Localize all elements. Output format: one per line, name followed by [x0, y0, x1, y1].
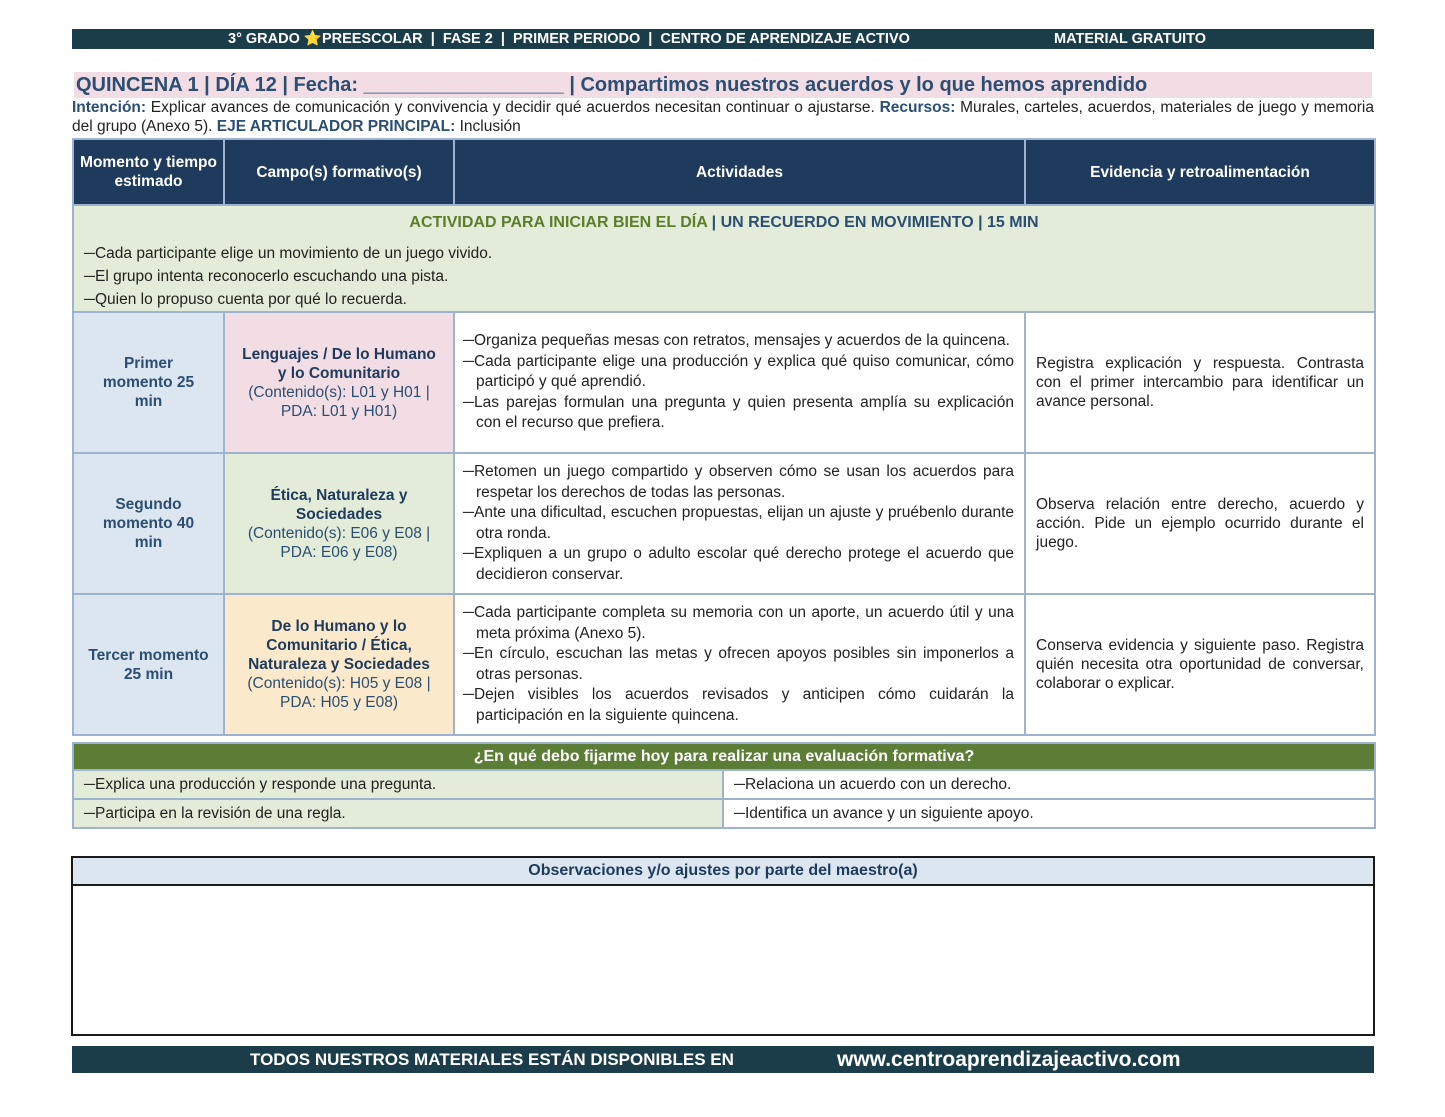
- evaluation-item: ─Identifica un avance y un siguiente apoyo.: [723, 799, 1375, 828]
- table-header-row: [73, 139, 1375, 205]
- activity-item: ─Cada participante elige una producción y explica qué quiso comunicar, cómo participó y qué aprendió.: [463, 352, 1014, 391]
- evaluation-item: ─Participa en la revisión de una regla.: [73, 799, 723, 828]
- warmup-line: ─El grupo intenta reconocerlo escuchando una pista.: [84, 268, 449, 285]
- resources-text: Murales, carteles, acuerdos, materiales de juego y memoria del grupo (Anexo 5).: [72, 99, 1374, 135]
- observations-writing-area[interactable]: [73, 886, 1373, 1034]
- activities-cell: [454, 594, 1025, 735]
- activity-item: ─Organiza pequeñas mesas con retratos, mensajes y acuerdos de la quincena.: [463, 332, 1010, 350]
- moment-cell: Tercer momento 25 min: [73, 594, 224, 735]
- warmup-line: ─Quien lo propuso cuenta por qué lo recuerda.: [84, 291, 407, 308]
- evaluation-item: ─Relaciona un acuerdo con un derecho.: [723, 770, 1375, 799]
- table-row-second-moment: [73, 453, 1375, 594]
- activities-cell: [454, 312, 1025, 453]
- warmup-title: [84, 214, 1364, 232]
- campo-contenido: (Contenido(s): H05 y E08 | PDA: H05 y E08): [247, 675, 431, 711]
- warmup-line: ─Cada participante elige un movimiento de un juego vivido.: [84, 245, 493, 262]
- activity-item: ─Las parejas formulan una pregunta y quien presenta amplía su explicación con el recurso que prefiera.: [463, 393, 1014, 432]
- observations-box: [71, 856, 1375, 1036]
- activity-item: ─Ante una dificultad, escuchen propuestas, elijan un ajuste y pruébenlo durante otra ronda.: [463, 504, 1014, 542]
- evaluation-item: ─Explica una producción y responde una pregunta.: [73, 770, 723, 799]
- activity-item: ─Dejen visibles los acuerdos revisados y anticipen cómo cuidarán la participación en la siguiente quincena.: [463, 686, 1014, 724]
- table-row-third-moment: [73, 594, 1375, 735]
- campo-cell: [224, 312, 454, 453]
- warmup-cell: [73, 205, 1375, 312]
- activity-item: ─Expliquen a un grupo o adulto escolar qué derecho protege el acuerdo que decidieron conservar.: [463, 545, 1014, 583]
- observations-title: Observaciones y/o ajustes por parte del maestro(a): [73, 858, 1373, 886]
- header-evidence: Evidencia y retroalimentación: [1025, 139, 1375, 205]
- campo-name: Ética, Naturaleza y Sociedades: [270, 486, 408, 523]
- evaluation-row: [73, 799, 1375, 828]
- activities-cell: [454, 453, 1025, 594]
- campo-contenido: (Contenido(s): L01 y H01 | PDA: L01 y H01): [248, 383, 430, 420]
- intent-paragraph: [72, 98, 1374, 136]
- table-row-first-moment: [73, 312, 1375, 453]
- intent-text: Explicar avances de comunicación y convivencia y decidir qué acuerdos necesitan continuar o ajustarse.: [150, 99, 875, 116]
- header-campo: Campo(s) formativo(s): [224, 139, 454, 205]
- activity-item: ─Retomen un juego compartido y observen cómo se usan los acuerdos para respetar los derechos de todas las personas.: [463, 463, 1014, 501]
- axis-label: EJE ARTICULADOR PRINCIPAL:: [216, 118, 456, 135]
- evidence-cell: Conserva evidencia y siguiente paso. Registra quién necesita otra oportunidad de conversar, colaborar o explicar.: [1025, 594, 1375, 735]
- evaluation-title: ¿En qué debo fijarme hoy para realizar una evaluación formativa?: [73, 743, 1375, 770]
- axis-text: Inclusión: [459, 118, 521, 135]
- moment-cell: Primer momento 25 min: [73, 312, 224, 453]
- evidence-cell: Registra explicación y respuesta. Contrasta con el primer intercambio para identificar un avance personal.: [1025, 312, 1375, 453]
- top-banner: [72, 29, 1374, 49]
- banner-grade-info: 3° GRADO ⭐PREESCOLAR | FASE 2 | PRIMER PERIODO | CENTRO DE APRENDIZAJE ACTIVO: [228, 31, 910, 47]
- moment-cell: Segundo momento 40 min: [73, 453, 224, 594]
- header-moment: Momento y tiempo estimado: [73, 139, 224, 205]
- activity-item: ─En círculo, escuchan las metas y ofrecen apoyos posibles sin imponerlos a otras personas.: [463, 645, 1014, 683]
- footer-url-link[interactable]: www.centroaprendizajeactivo.com: [837, 1048, 1181, 1071]
- campo-name: De lo Humano y lo Comunitario / Ética, Naturaleza y Sociedades: [248, 618, 430, 673]
- footer-banner: [72, 1046, 1374, 1073]
- evaluation-table: [72, 742, 1376, 829]
- banner-free-material: MATERIAL GRATUITO: [1054, 31, 1206, 47]
- campo-cell: [224, 594, 454, 735]
- planning-table: [72, 138, 1376, 736]
- resources-label: Recursos:: [879, 99, 956, 116]
- campo-name: Lenguajes / De lo Humano y lo Comunitario: [242, 345, 436, 382]
- footer-text: TODOS NUESTROS MATERIALES ESTÁN DISPONIBLES EN: [250, 1050, 734, 1069]
- header-activities: Actividades: [454, 139, 1025, 205]
- page-title: QUINCENA 1 | DÍA 12 | Fecha: __________________ | Compartimos nuestros acuerdos y lo que hemos aprendido: [74, 72, 1372, 98]
- warmup-title-green: ACTIVIDAD PARA INICIAR BIEN EL DÍA: [409, 214, 708, 231]
- warmup-row: [73, 205, 1375, 312]
- intent-label: Intención:: [72, 99, 147, 116]
- campo-cell: [224, 453, 454, 594]
- warmup-title-blue: | UN RECUERDO EN MOVIMIENTO | 15 MIN: [707, 214, 1039, 231]
- activity-item: ─Cada participante completa su memoria con un aporte, un acuerdo útil y una meta próxima (Anexo 5).: [463, 604, 1014, 642]
- evidence-cell: Observa relación entre derecho, acuerdo y acción. Pide un ejemplo ocurrido durante el juego.: [1025, 453, 1375, 594]
- evaluation-row: [73, 770, 1375, 799]
- campo-contenido: (Contenido(s): E06 y E08 | PDA: E06 y E08): [247, 524, 431, 561]
